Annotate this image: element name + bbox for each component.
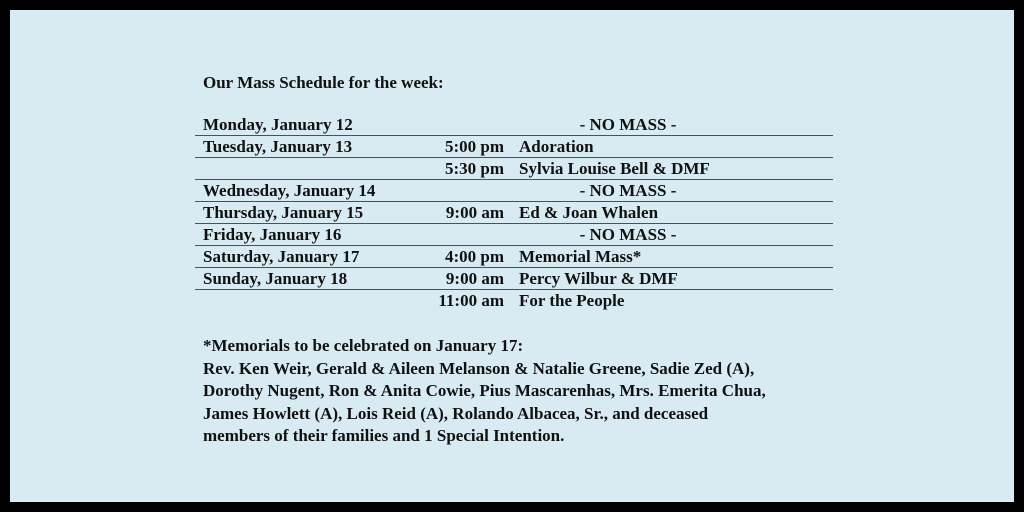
schedule-row (195, 290, 833, 311)
schedule-intention: Adoration (519, 137, 594, 156)
schedule-day: Tuesday, January 13 (203, 137, 353, 156)
schedule-intention: Sylvia Louise Bell & DMF (519, 159, 710, 178)
schedule-day: Monday, January 12 (203, 115, 353, 134)
mass-schedule-table (195, 114, 833, 311)
schedule-day: Friday, January 16 (203, 225, 342, 244)
schedule-intention: Memorial Mass* (519, 247, 642, 266)
schedule-time: 11:00 am (438, 291, 504, 310)
schedule-intention: For the People (519, 291, 625, 310)
bulletin-content (10, 10, 1014, 502)
schedule-day: Wednesday, January 14 (203, 181, 376, 200)
schedule-row (195, 114, 833, 136)
schedule-time: 5:30 pm (444, 159, 504, 178)
schedule-intention: Percy Wilbur & DMF (519, 269, 678, 288)
schedule-time: 4:00 pm (444, 247, 504, 266)
schedule-time: 9:00 am (445, 269, 504, 288)
memorials-line: James Howlett (A), Lois Reid (A), Rolando Albacea, Sr., and deceased (203, 403, 709, 423)
page-title: Our Mass Schedule for the week: (203, 73, 444, 92)
schedule-row (195, 136, 833, 158)
memorials-line: Rev. Ken Weir, Gerald & Aileen Melanson & Natalie Greene, Sadie Zed (A), (203, 358, 755, 378)
no-mass-label: - NO MASS - (579, 115, 677, 134)
schedule-day: Thursday, January 15 (203, 203, 364, 222)
schedule-intention: Ed & Joan Whalen (519, 203, 659, 222)
memorials-line: Dorothy Nugent, Ron & Anita Cowie, Pius Mascarenhas, Mrs. Emerita Chua, (203, 381, 766, 400)
schedule-row (195, 246, 833, 268)
memorials-heading: *Memorials to be celebrated on January 17: (203, 336, 524, 355)
schedule-time: 5:00 pm (444, 137, 504, 156)
schedule-row (195, 180, 833, 202)
schedule-day: Saturday, January 17 (203, 247, 360, 266)
schedule-day: Sunday, January 18 (203, 269, 348, 288)
schedule-row (195, 202, 833, 224)
schedule-time: 9:00 am (445, 203, 504, 222)
schedule-row (195, 158, 833, 180)
schedule-row (195, 224, 833, 246)
schedule-row (195, 268, 833, 290)
memorials-line: members of their families and 1 Special Intention. (203, 426, 565, 445)
memorials-section (203, 335, 843, 448)
no-mass-label: - NO MASS - (579, 181, 677, 200)
no-mass-label: - NO MASS - (579, 225, 677, 244)
schedule-panel (10, 10, 1014, 502)
